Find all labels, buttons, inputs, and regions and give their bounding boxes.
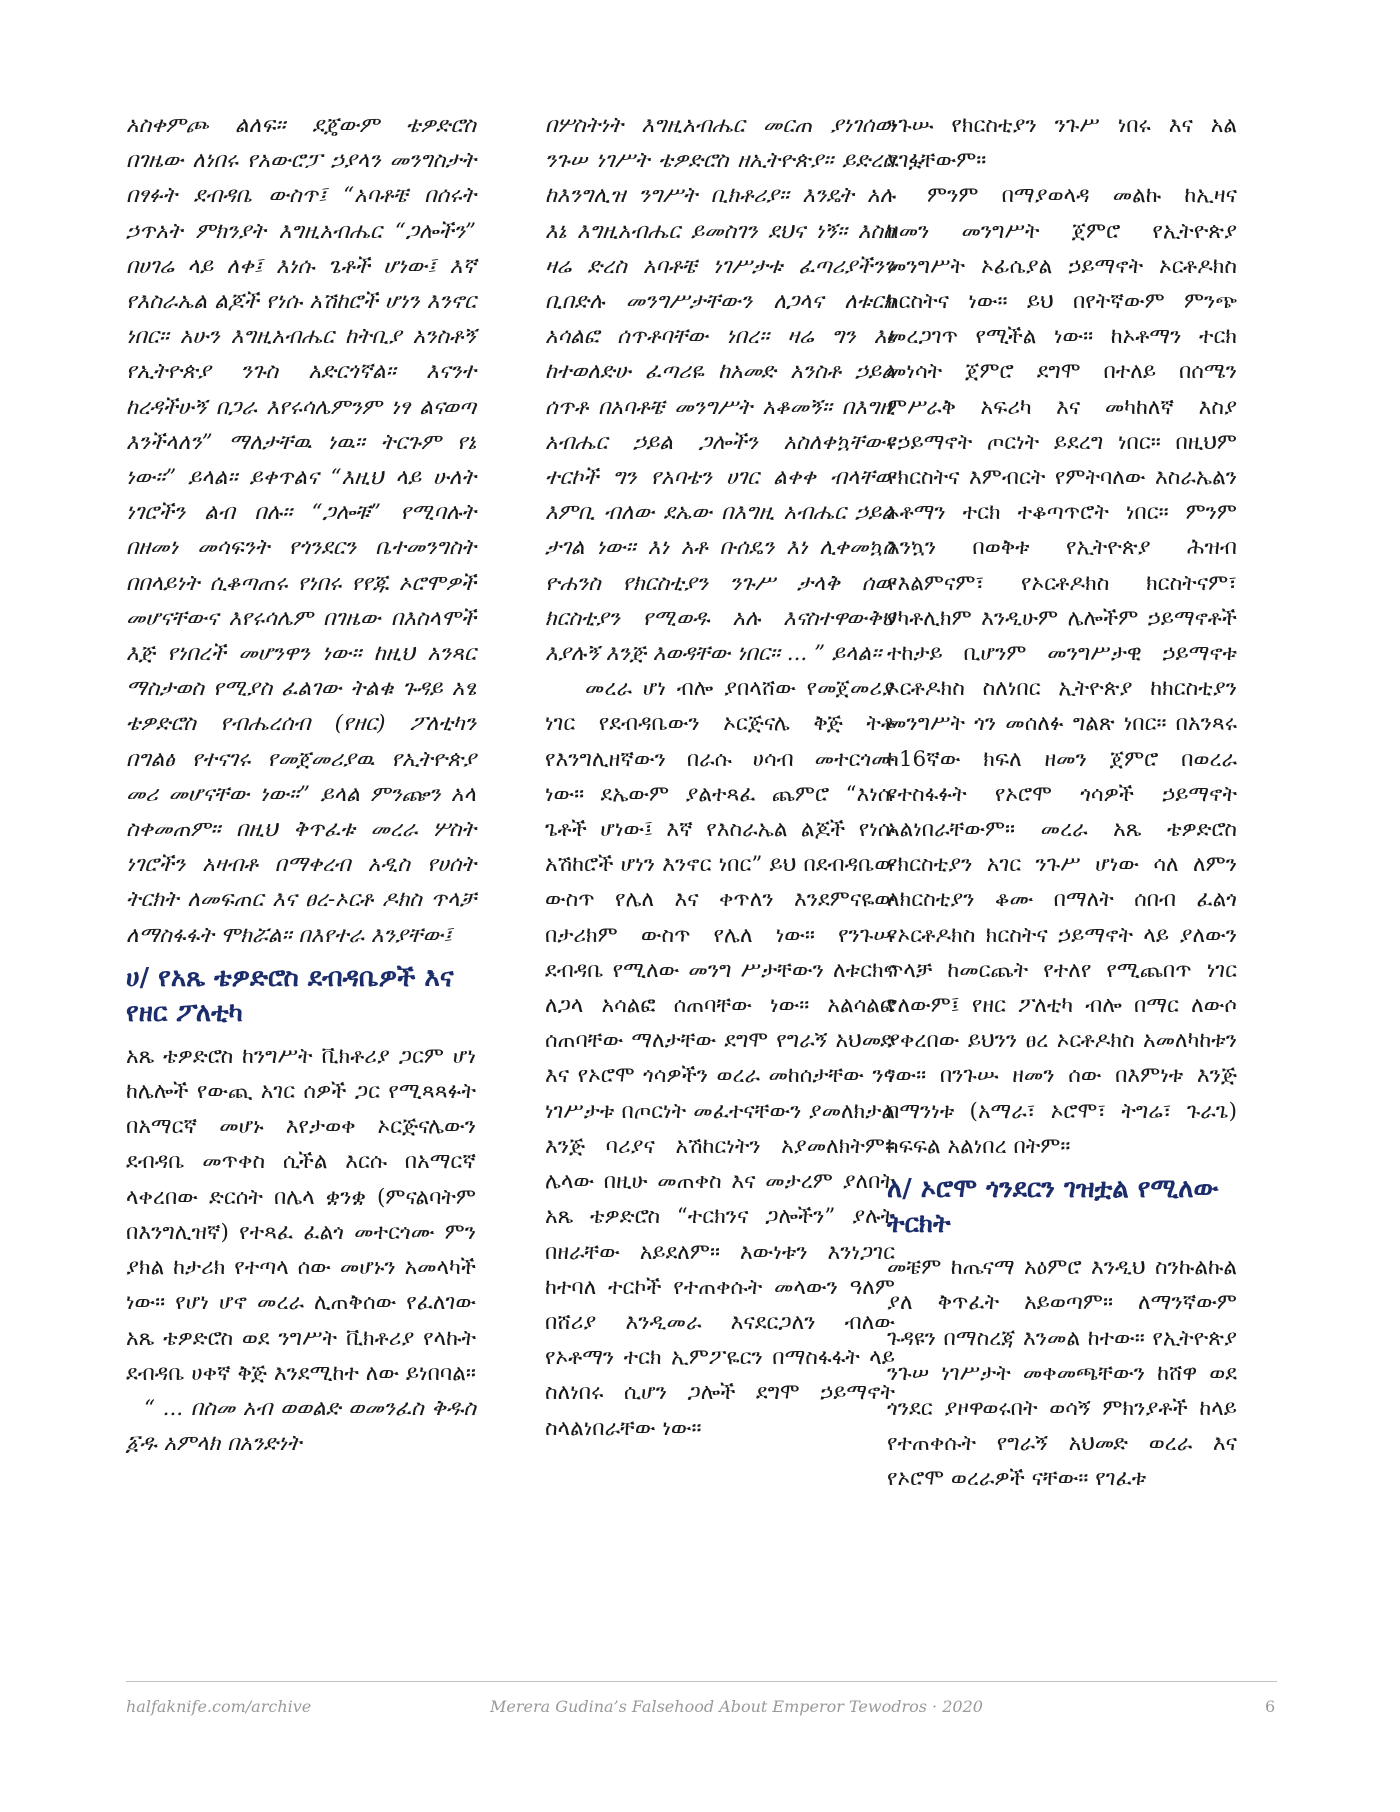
page-number: 6 <box>1265 1697 1276 1716</box>
section-heading: ለ/ ኦሮሞ ጎንደርን ገዝቷል የሚለው ትርክት <box>887 1174 1219 1240</box>
section-heading: ሀ/ የአጼ ቴዎድሮስ ደብዳቤዎች እና የዘር ፖለቲካ <box>126 962 454 1028</box>
paragraph: ምንም በማያወላዳ መልኩ ከኢዛና ዘመን መንግሥት ጀምሮ የኢትዮጵያ መንግሥት ኦፊሴያል ኃይማኖት ኦርቶዶክስ ክርስትና ነው። ይህ በየትኛውም ምንጭ መረጋገጥ የሚችል ነው። ከኦቶማን ተርክ መነሳት ጀምሮ ደግሞ በተለይ በሰሜን ምሥራቅ አፍሪካ እና መካከለኛ እስያ የኃይማኖት ጦርነት ይደረግ ነበር። በዚህም የክርስትና እምብርት የምትባለው እስራኤልን ኦቶማን ተርክ ተቆጣጥሮት ነበር። ምንም እንኳን በወቅቱ የኢትዮጵያ ሕዝብ የእልምናም፣ የኦርቶዶክስ ክርስትናም፣ የካቶሊክም እንዲሁም ሌሎችም ኃይማኖቶች ተከታይ ቢሆንም መንግሥታዊ ኃይማኖቱ ኦርቶዶክስ ስለነበር ኢትዮጵያ ከክርስቲያን መንግሥት ጎን መሰለፉ ግልጽ ነበር። በአንጻሩ ከ16ኛው ክፍለ ዘመን ጀምሮ በወረራ የተስፋፉት የኦሮሞ ጎሳዎች ኃይማኖት አልነበራቸውም። መረራ አጼ ቴዎድሮስ የክርስቲያን አገር ንጉሥ ሆነው ሳለ ለምን ለክርስቲያን ቆሙ በማለት ሰበብ ፈልጎ የኦርቶዶክስ ክርስትና ኃይማኖት ላይ ያለውን ጥላቻ ከመርጨት የተለየ የሚጨበጥ ነገር የለውም፤ የዘር ፖለቲካ ብሎ በማር ለውሶ ያቀረበው ይህንን ፀረ ኦርቶዶክስ አመለካከቱን ነው። በንጉሡ ዘመን ሰው በእምነቱ እንጅ በማንነቱ (አማራ፣ ኦሮሞ፣ ትግሬ፣ ጉራጌ) ክፍፍል አልነበረ በትም። <box>887 183 1237 1159</box>
paragraph: አስቀምጮ ልለፍ። ደጄውም ቴዎድሮስ በገዜው ለነበሩ የአውሮፓ ኃያላን መንግስታት በፃፉት ደብዳቤ ውስጥ፤ “አባቶቼ በሰሩት ኃጥአት ምክንያት እግዚአብሔር “ጋሎችን” በሀገሬ ላይ ለቀ፤ እነሱ ጌቶች ሆነው፤ እኛ የእስራኤል ልጆች የነሱ አሽከሮች ሆነን እንኖር ነበር። አሁን እግዚአብሔር ከትቢያ አንስቶኝ የኢትዮጵያ ንጉስ አድርጎኛል። እናንተ ከረዳችሁኝ በጋራ እየሩሳሌምንም ነፃ ልናወጣ እንችላለን” ማለታቸዉ ነዉ። ትርጉም የኔ ነው።” ይላል። ይቀጥልና “እዚህ ላይ ሁለት ነገሮችን ልብ በሉ። “ጋሎቹ” የሚባሉት በዘመነ መሳፍንት የጎንደርን ቤተመንግስት በበላይነት ሲቆጣጠሩ የነበሩ የየጁ ኦሮሞዎች መሆናቸውና እየሩሳሌም በገዜው በእስላሞች እጅ የነበረች መሆንዋን ነው። ከዚህ አንጻር ማስታወስ የሚያስ ፈልገው ትልቁ ጉዳይ አፄ ቴዎድሮስ የብሔረሰብ (የዘር) ፖለቲካን በግልፅ የተናገሩ የመጀመሪያዉ የኢትዮጵያ መሪ መሆናቸው ነው።” ይላል ምንጬን አላ ስቀመጠም። በዚህ ቅጥፈቱ መረራ ሦስት ነገሮችን አዛብቶ በማቀረብ አዲስ የሀሰት ትርክት ለመፍጠር እና ፀረ-ኦርቶ ዶክስ ጥላቻ ለማስፋፋት ሞክሯል። በእየተራ እንያቸው፤ <box>126 113 476 948</box>
paragraph: አጼ ቴዎድሮስ ከንግሥት ቪክቶሪያ ጋርም ሆነ ከሌሎች የውጪ አገር ሰዎች ጋር የሚጻጻፉት በአማርኛ መሆኑ እየታወቀ ኦርጅናሌውን ደብዳቤ መጥቀስ ሲችል እርሱ በአማርኛ ላቀረበው ድርሰት በሌላ ቋንቋ (ምናልባትም በእንግሊዝኛ) የተጻፈ ፈልጎ መተርጎሙ ምን ያክል ከታሪክ የተጣላ ሰው መሆኑን አመላካች ነው። የሆነ ሆኖ መረራ ሊጠቅሰው የፈለገው አጼ ቴዎድሮስ ወደ ንግሥት ቪክቶሪያ የላኩት ደብዳቤ ሀቀኛ ቅጅ እንደሚከተ ለው ይነበባል። <box>126 1043 476 1386</box>
text-column-2 <box>545 108 895 1446</box>
paragraph: መቼም ከጤናማ አዕምሮ እንዲህ ስንኩልኩል ያለ ቅጥፈት አይወጣም። ለማንኛውም ጉዳዩን በማስረጃ እንመል ከተው። የኢትዮጵያ ንጉሠ ነገሥታት መቀመጫቸውን ከሸዋ ወደ ጎንደር ያዞዋወሩበት ወሳኝ ምክንያቶች ከላይ የተጠቀሱት የግራኝ አህመድ ወረራ እና የኦሮሞ ወረራዎች ናቸው። የገፈቱ <box>887 1255 1237 1492</box>
text-column-3 <box>887 108 1237 1497</box>
paragraph: ንጉሡ የክርስቲያን ንጉሥ ነበሩ እና አል ደገፏቸውም። <box>887 113 1237 174</box>
footer-divider <box>126 1681 1277 1682</box>
block-quote: በሦስትነት እግዚአብሔር መርጠ ያነገሰው ንጉሠ ነገሥት ቴዎድሮስ ዘኢትዮጵያ። ይድረስ ከእንግሊዝ ንግሥት ቢክቶሪያ። እንዴት አሉ እኔ እግዚአብሔር ይመስገን ደህና ነኝ። እስከ ዛሬ ድረስ አባቶቼ ነገሥታቱ ፈጣሪያችንን ቢበድሉ መንግሥታቸውን ለጋላና ለቱርክ አሳልፎ ሰጥቶባቸው ነበረ። ዛሬ ግን እኔ ከተወለድሁ ፈጣሪዬ ከአመድ አንስቶ ኃይል ሰጥቶ በአባቶቼ መንግሥት አቆመኝ። በእግዚ አብሔር ኃይል ጋሎችን አስለቀኳቸው። ተርኮች ግን የአባቴን ሀገር ልቀቀ ብላቸው እምቢ ብለው ደኤው በእግዚ አብሔር ኃይል ታገል ነው። እነ አቶ ቡሰዴን እነ ሊቀመኳስ ዮሐንስ የክርስቲያን ንጉሥ ታላቅ ሰው ክርስቲያን የሚወዱ አሉ እናስተዋውቅህ እያሉኝ እንጅ እወዳቸው ነበር። ... ” ይላል። <box>545 113 895 667</box>
footer-document-title: Merera Gudina’s Falsehood About Emperor Tewodros · 2020 <box>490 1697 983 1716</box>
text-column-1 <box>126 108 476 1461</box>
block-quote: “ ... በስመ አብ ወወልድ ወመንፈስ ቅዱስ ፩ዱ አምላክ በአንድነት <box>126 1395 476 1457</box>
footer-site-link[interactable]: halfaknife.com/archive <box>126 1697 312 1716</box>
paragraph: መረራ ሆነ ብሎ ያበላሸው የመጀመሪያ ነገር የደብዳቤውን ኦርጅናሌ ቅጅ ትቶ የእንግሊዘኛውን በራሱ ሀሳብ መተርጎሙ ነው። ደኤውም ያልተጻፈ ጨምሮ “እነሱ ጌቶች ሆነው፤ እኛ የእስራኤል ልጆች የነሱ አሽከሮች ሆነን እንኖር ነበር” ይህ በደብዳቤው ውስጥ የሌለ እና ቀጥለን እንደምናዬው በታሪክም ውስጥ የሌለ ነው። የንጉሡ ደብዳቤ የሚለው መንግ ሥታቸውን ለቱርክና ለጋላ አሳልፎ ሰጠባቸው ነው። አልሳልፎ ሰጠባቸው ማለታቸው ደግሞ የግራኝ አህመድ እና የኦሮሞ ጎሳዎችን ወረራ መከሰታቸው ንና ነገሥታቱ በጦርነት መፈተናቸውን ያመለክታል እንጅ ባሪያና አሽከርነትን አያመለክትም። ሌላው በዚሁ መጠቀስ እና መታረም ያለበት አጼ ቴዎድሮስ “ተርክንና ጋሎችን” ያሉት በዘራቸው አይደለም። እውነቱን እንነጋገር ከተባለ ተርኮች የተጠቀሱት መላውን ዓለም በሸሪያ እንዲመራ እናደርጋለን ብለው የኦቶማን ተርክ ኢምፖዬርን በማስፋፋት ላይ ስለነበሩ ሲሆን ጋሎች ደግሞ ኃይማኖት ስላልነበራቸው ነው። <box>545 676 895 1441</box>
